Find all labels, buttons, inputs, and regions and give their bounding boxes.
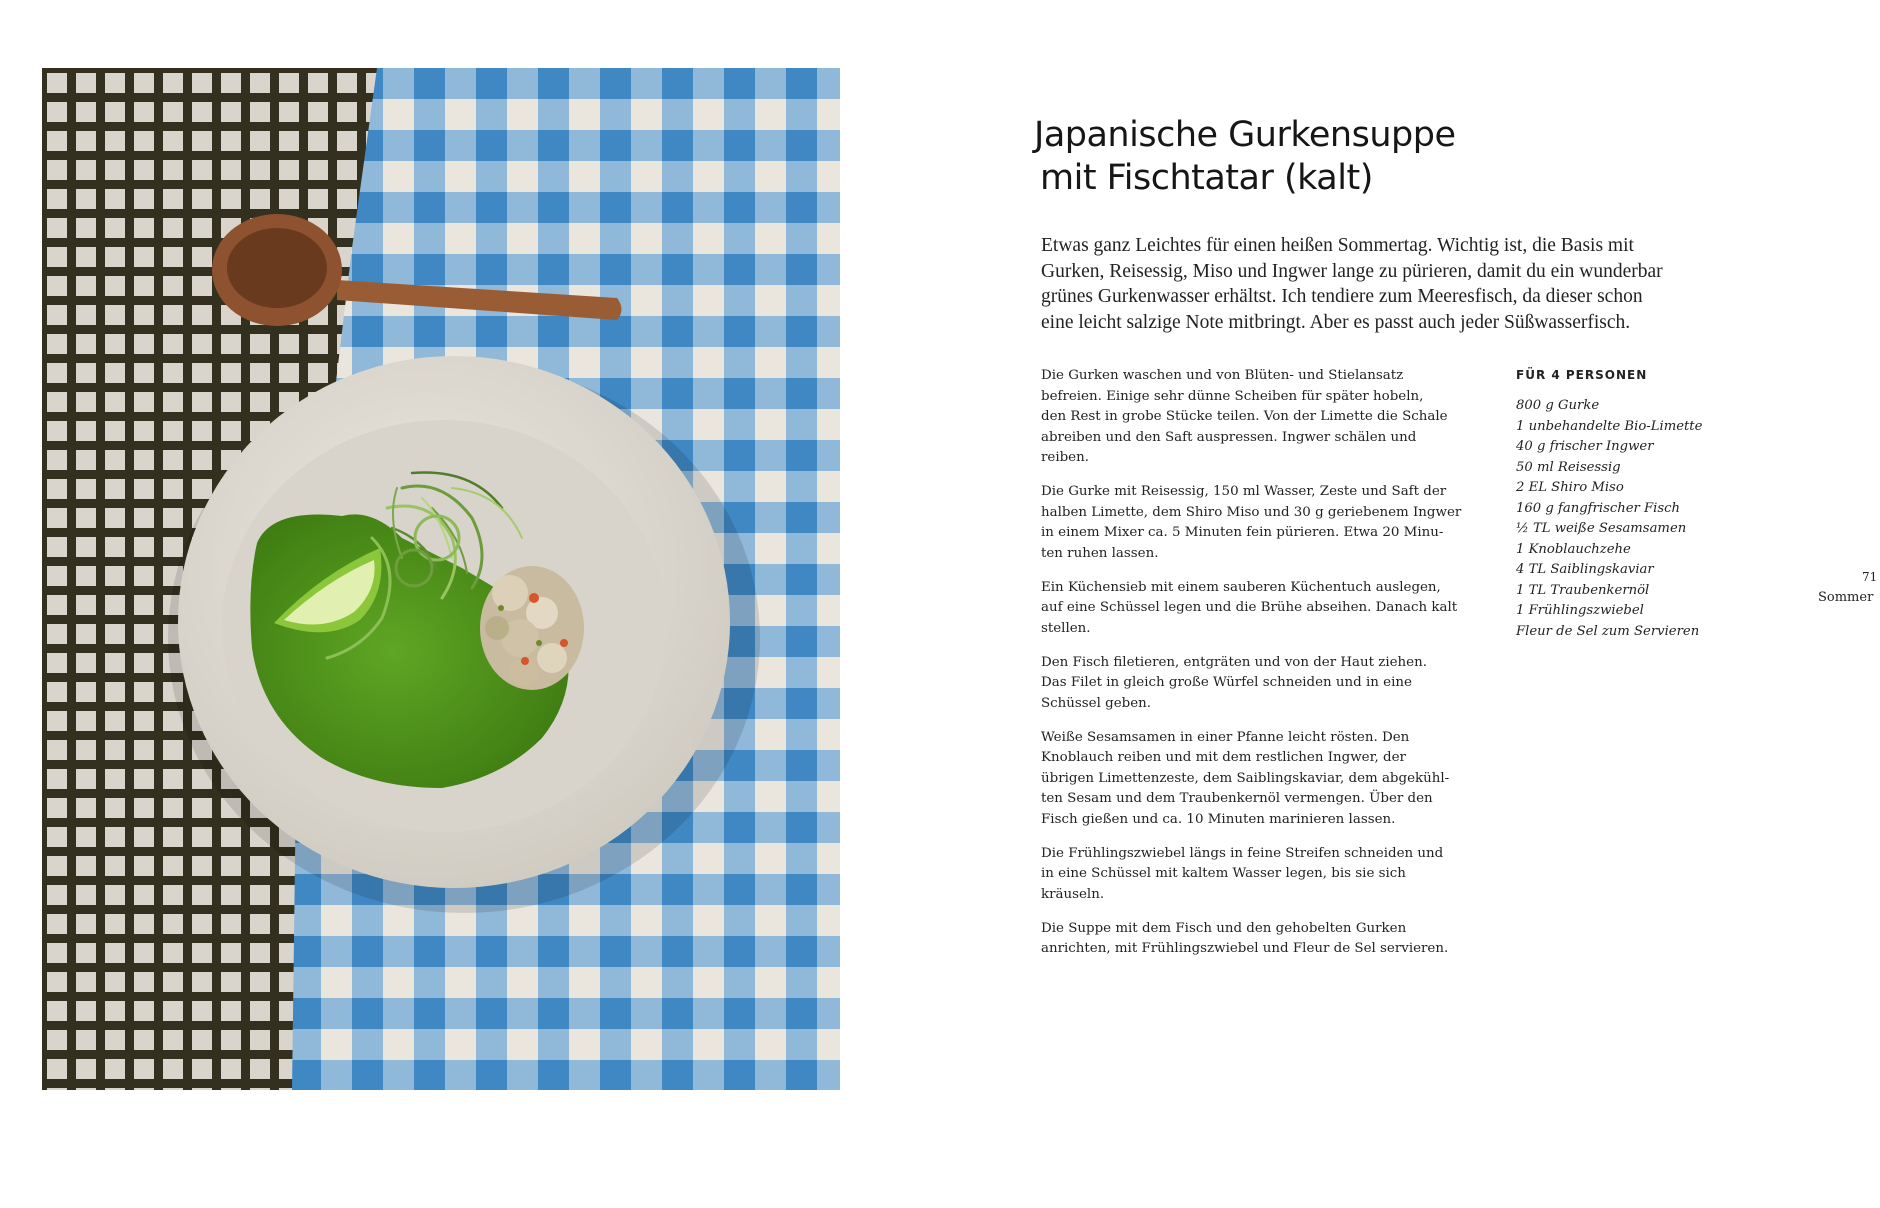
step-line: reiben. xyxy=(1041,450,1089,465)
step-line: Fisch gießen und ca. 10 Minuten marinieren lassen. xyxy=(1041,811,1396,827)
step-line: in einem Mixer ca. 5 Minuten fein pürieren. Etwa 20 Minu- xyxy=(1041,525,1444,540)
intro-line: Gurken, Reisessig, Miso und Ingwer lange zu pürieren, damit du ein wunderbar xyxy=(1041,260,1663,282)
ingredient-item: 40 g frischer Ingwer xyxy=(1516,439,1654,454)
step-line: Knoblauch reiben und mit dem restlichen Ingwer, der xyxy=(1041,750,1406,765)
ingredient-item: 800 g Gurke xyxy=(1516,398,1600,413)
step-1 xyxy=(1041,366,1501,469)
step-line: befreien. Einige sehr dünne Scheiben für später hobeln, xyxy=(1041,388,1424,404)
ingredient-item: 4 TL Saiblingskaviar xyxy=(1516,562,1654,577)
step-line: Die Suppe mit dem Fisch und den gehobelten Gurken xyxy=(1041,920,1407,936)
title-line-1: Japanische Gurkensuppe xyxy=(1034,115,1456,155)
page-number: 71 xyxy=(1862,570,1878,584)
fish-tartare xyxy=(480,566,584,690)
step-line: kräuseln. xyxy=(1041,886,1105,902)
ingredient-item: 50 ml Reisessig xyxy=(1516,459,1621,475)
step-line: stellen. xyxy=(1041,620,1091,636)
step-line: übrigen Limettenzeste, dem Saiblingskaviar, dem abgekühl- xyxy=(1041,770,1450,786)
intro-line: Etwas ganz Leichtes für einen heißen Sommertag. Wichtig ist, die Basis mit xyxy=(1041,235,1634,256)
step-4 xyxy=(1041,653,1501,715)
recipe-title xyxy=(1034,114,1754,200)
title-line-2: mit Fischtatar (kalt) xyxy=(1040,158,1373,198)
step-line: in eine Schüssel mit kaltem Wasser legen, bis sie sich xyxy=(1041,866,1406,881)
step-line: auf eine Schüssel legen und die Brühe abseihen. Danach kalt xyxy=(1041,600,1458,615)
recipe-photo xyxy=(42,68,840,1090)
ingredient-item: 1 Knoblauchzehe xyxy=(1516,541,1631,557)
intro-line: eine leicht salzige Note mitbringt. Aber es passt auch jeder Süßwasserfisch. xyxy=(1041,311,1631,333)
ingredient-item: 1 unbehandelte Bio-Limette xyxy=(1516,418,1703,434)
servings-label: FÜR 4 PERSONEN xyxy=(1516,368,1648,382)
ingredient-item: 160 g fangfrischer Fisch xyxy=(1516,500,1681,516)
step-line: abreiben und den Saft auspressen. Ingwer schälen und xyxy=(1041,429,1417,445)
section-name: Sommer xyxy=(1818,590,1874,605)
step-line: Das Filet in gleich große Würfel schneiden und in eine xyxy=(1041,675,1412,690)
recipe-steps xyxy=(1041,366,1501,973)
ingredients-list xyxy=(1516,368,1756,642)
step-line: ten Sesam und dem Traubenkernöl vermengen. Über den xyxy=(1041,791,1433,806)
step-3 xyxy=(1041,578,1501,640)
ingredient-item: 2 EL Shiro Miso xyxy=(1516,480,1624,495)
step-line: den Rest in grobe Stücke teilen. Von der Limette die Schale xyxy=(1041,409,1448,424)
step-line: Ein Küchensieb mit einem sauberen Küchentuch auslegen, xyxy=(1041,579,1441,595)
step-line: Weiße Sesamsamen in einer Pfanne leicht rösten. Den xyxy=(1041,729,1410,745)
step-line: Die Frühlingszwiebel längs in feine Streifen schneiden und xyxy=(1041,845,1444,861)
step-line: Die Gurken waschen und von Blüten- und Stielansatz xyxy=(1041,368,1404,383)
step-line: Den Fisch filetieren, entgräten und von der Haut ziehen. xyxy=(1041,654,1427,670)
recipe-intro xyxy=(1041,233,1731,335)
ingredient-item: ½ TL weiße Sesamsamen xyxy=(1516,521,1687,536)
step-5 xyxy=(1041,728,1501,831)
step-line: ten ruhen lassen. xyxy=(1041,545,1159,561)
intro-line: grünes Gurkenwasser erhältst. Ich tendiere zum Meeresfisch, da dieser schon xyxy=(1041,286,1643,307)
step-line: Schüssel geben. xyxy=(1041,695,1152,711)
step-7 xyxy=(1041,919,1501,960)
step-line: halben Limette, dem Shiro Miso und 30 g geriebenem Ingwer xyxy=(1041,504,1462,520)
step-2 xyxy=(1041,482,1501,564)
ingredient-item: 1 Frühlingszwiebel xyxy=(1516,603,1644,618)
ingredient-item: 1 TL Traubenkernöl xyxy=(1516,582,1650,598)
step-line: anrichten, mit Frühlingszwiebel und Fleur de Sel servieren. xyxy=(1041,941,1449,956)
step-6 xyxy=(1041,844,1501,906)
ingredient-item: Fleur de Sel zum Servieren xyxy=(1516,623,1700,639)
step-line: Die Gurke mit Reisessig, 150 ml Wasser, Zeste und Saft der xyxy=(1041,484,1447,499)
